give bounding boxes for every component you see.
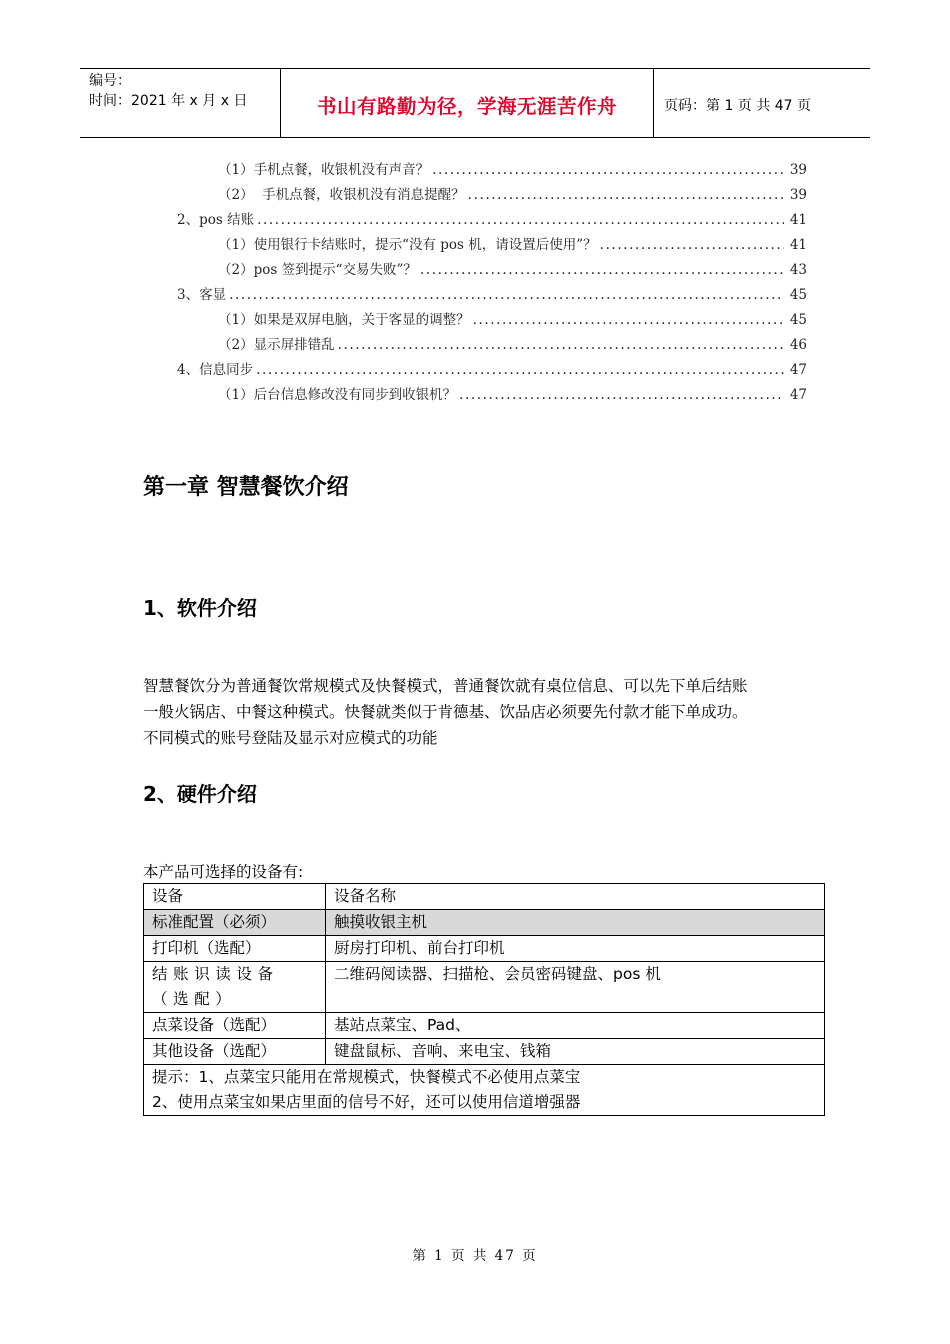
- toc-entry-title: （1）如果是双屏电脑，关于客显的调整？: [218, 312, 470, 328]
- table-cell: 标准配置（必须）: [144, 910, 326, 936]
- table-header-cell: 设备名称: [326, 884, 825, 910]
- table-cell: 键盘鼠标、音响、来电宝、钱箱: [326, 1039, 825, 1065]
- toc-entry[interactable]: [177, 358, 807, 382]
- table-cell: 触摸收银主机: [326, 910, 825, 936]
- toc-entry-page: 47: [789, 362, 807, 378]
- table-note-row: [144, 1065, 825, 1116]
- table-note-line: 2、使用点菜宝如果店里面的信号不好，还可以使用信道增强器: [152, 1093, 581, 1111]
- toc-entry-title: （1）后台信息修改没有同步到收银机？: [218, 387, 457, 403]
- toc-leader: [420, 262, 784, 278]
- table-row: [144, 1039, 825, 1065]
- toc-leader: [432, 162, 784, 178]
- toc-leader: [229, 287, 784, 303]
- table-cell: 点菜设备（选配）: [144, 1013, 326, 1039]
- paragraph-line: 不同模式的账号登陆及显示对应模式的功能: [143, 729, 438, 747]
- toc-entry[interactable]: [218, 383, 807, 407]
- section-title-hardware: 2、硬件介绍: [143, 782, 257, 806]
- table-header-row: [144, 884, 825, 910]
- table-cell: 厨房打印机、前台打印机: [326, 936, 825, 962]
- toc-leader: [459, 387, 784, 403]
- toc-entry[interactable]: [218, 333, 807, 357]
- toc-entry-title: 4、信息同步: [177, 362, 254, 378]
- table-row: [144, 910, 825, 936]
- toc-entry-page: 39: [789, 162, 807, 178]
- toc-entry[interactable]: [218, 183, 807, 207]
- table-cell: 其他设备（选配）: [144, 1039, 326, 1065]
- toc-leader: [256, 362, 784, 378]
- doc-number-label: 编号：: [89, 73, 131, 89]
- chapter-title: 第一章 智慧餐饮介绍: [143, 475, 349, 500]
- toc-entry-page: 47: [789, 387, 807, 403]
- table-cell: 打印机（选配）: [144, 936, 326, 962]
- toc-leader: [468, 187, 784, 203]
- toc-entry-title: （2） 手机点餐，收银机没有消息提醒？: [218, 187, 465, 203]
- toc-leader: [600, 237, 784, 253]
- toc-entry-title: （2）pos 签到提示“交易失败”？: [218, 262, 417, 278]
- page-header: [80, 68, 870, 138]
- toc-entry-page: 39: [789, 187, 807, 203]
- device-table: [143, 883, 825, 1116]
- doc-date: 时间：2021 年 x 月 x 日: [89, 93, 248, 109]
- toc-entry-page: 43: [789, 262, 807, 278]
- table-row: [144, 1013, 825, 1039]
- toc-entry-title: （1）手机点餐，收银机没有声音？: [218, 162, 430, 178]
- table-cell: 二维码阅读器、扫描枪、会员密码键盘、pos 机: [326, 962, 825, 1013]
- toc-entry-page: 45: [789, 287, 807, 303]
- page-footer: 第 1 页 共 47 页: [412, 1248, 538, 1264]
- software-intro-paragraph: [143, 673, 823, 751]
- table-cell: 结账识读设备（选配）: [144, 962, 326, 1013]
- toc-entry-title: 2、pos 结账: [177, 212, 255, 228]
- table-note-cell: [144, 1065, 825, 1116]
- section-title-software: 1、软件介绍: [143, 596, 257, 620]
- toc-entry-page: 45: [789, 312, 807, 328]
- toc-entry-title: （1）使用银行卡结账时，提示“没有 pos 机，请设置后使用”？: [218, 237, 597, 253]
- toc-entry-title: 3、客显: [177, 287, 227, 303]
- table-row: [144, 962, 825, 1013]
- header-page-info: 页码：第 1 页 共 47 页: [664, 98, 811, 114]
- table-note-line: 提示：1、点菜宝只能用在常规模式，快餐模式不必使用点菜宝: [152, 1068, 581, 1086]
- table-header-cell: 设备: [144, 884, 326, 910]
- toc-entry-page: 41: [789, 237, 807, 253]
- header-motto: 书山有路勤为径，学海无涯苦作舟: [281, 69, 654, 137]
- table-cell: 基站点菜宝、Pad、: [326, 1013, 825, 1039]
- toc-leader: [338, 337, 784, 353]
- toc-leader: [257, 212, 784, 228]
- header-meta: [80, 69, 281, 137]
- toc-entry-title: （2）显示屏排错乱: [218, 337, 335, 353]
- toc-leader: [473, 312, 784, 328]
- toc-entry[interactable]: [218, 233, 807, 257]
- toc-entry[interactable]: [218, 258, 807, 282]
- paragraph-line: 一般火锅店、中餐这种模式。快餐就类似于肯德基、饮品店必须要先付款才能下单成功。: [143, 703, 748, 721]
- toc-entry[interactable]: [218, 158, 807, 182]
- toc-entry[interactable]: [177, 283, 807, 307]
- table-caption: 本产品可选择的设备有:: [143, 863, 304, 881]
- toc-entry[interactable]: [218, 308, 807, 332]
- toc-entry-page: 41: [789, 212, 807, 228]
- toc-entry[interactable]: [177, 208, 807, 232]
- table-row: [144, 936, 825, 962]
- toc-entry-page: 46: [789, 337, 807, 353]
- paragraph-line: 智慧餐饮分为普通餐饮常规模式及快餐模式，普通餐饮就有桌位信息、可以先下单后结账: [143, 677, 748, 695]
